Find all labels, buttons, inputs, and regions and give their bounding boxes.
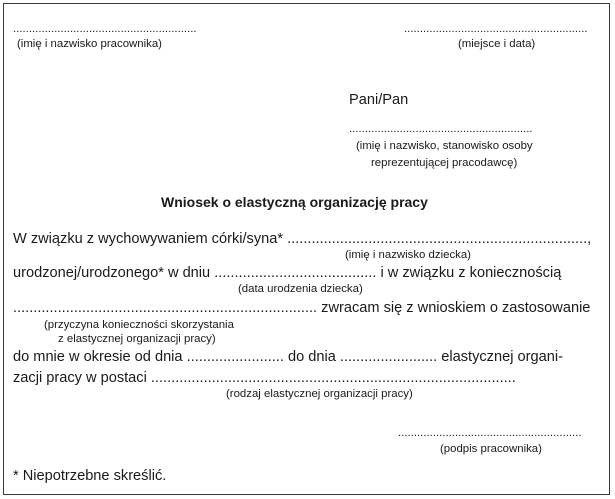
reason-note-line2: z elastycznej organizacji pracy) <box>58 333 216 345</box>
body-line-1: W związku z wychowywaniem córki/syna* .........................................................................., <box>13 232 592 247</box>
place-date-dots: .......................................................... <box>404 24 588 35</box>
footnote: * Niepotrzebne skreślić. <box>13 468 167 484</box>
body-line-5: zacji pracy w postaci .......................................................................................... <box>13 371 516 386</box>
recipient-label-line1: (imię i nazwisko, stanowisko osoby <box>356 140 533 152</box>
employee-name-label: (imię i nazwisko pracownika) <box>17 38 162 50</box>
employee-name-dots: .......................................................... <box>13 24 197 35</box>
recipient-label-line2: reprezentującej pracodawcę) <box>371 157 518 169</box>
signature-label: (podpis pracownika) <box>440 443 542 455</box>
birth-date-note: (data urodzenia dziecka) <box>238 283 363 295</box>
reason-note-line1: (przyczyna konieczności skorzystania <box>44 319 234 331</box>
body-line-4: do mnie w okresie od dnia ........................ do dnia ........................ elastycznej organi- <box>13 350 563 365</box>
signature-dots: .......................................................... <box>398 428 582 439</box>
form-frame <box>3 3 610 495</box>
place-date-label: (miejsce i data) <box>458 38 536 50</box>
body-line-3: ........................................................................... zwracam się z wnioskiem o zastosowanie <box>13 301 591 316</box>
form-title: Wniosek o elastyczną organizację pracy <box>161 194 428 210</box>
recipient-salutation: Pani/Pan <box>349 92 409 108</box>
body-line-2: urodzonej/urodzonego* w dniu ........................................ i w związku z koniecznością <box>13 266 562 281</box>
recipient-dots: .......................................................... <box>349 124 533 135</box>
org-type-note: (rodzaj elastycznej organizacji pracy) <box>226 388 413 400</box>
child-name-note: (imię i nazwisko dziecka) <box>345 249 471 261</box>
